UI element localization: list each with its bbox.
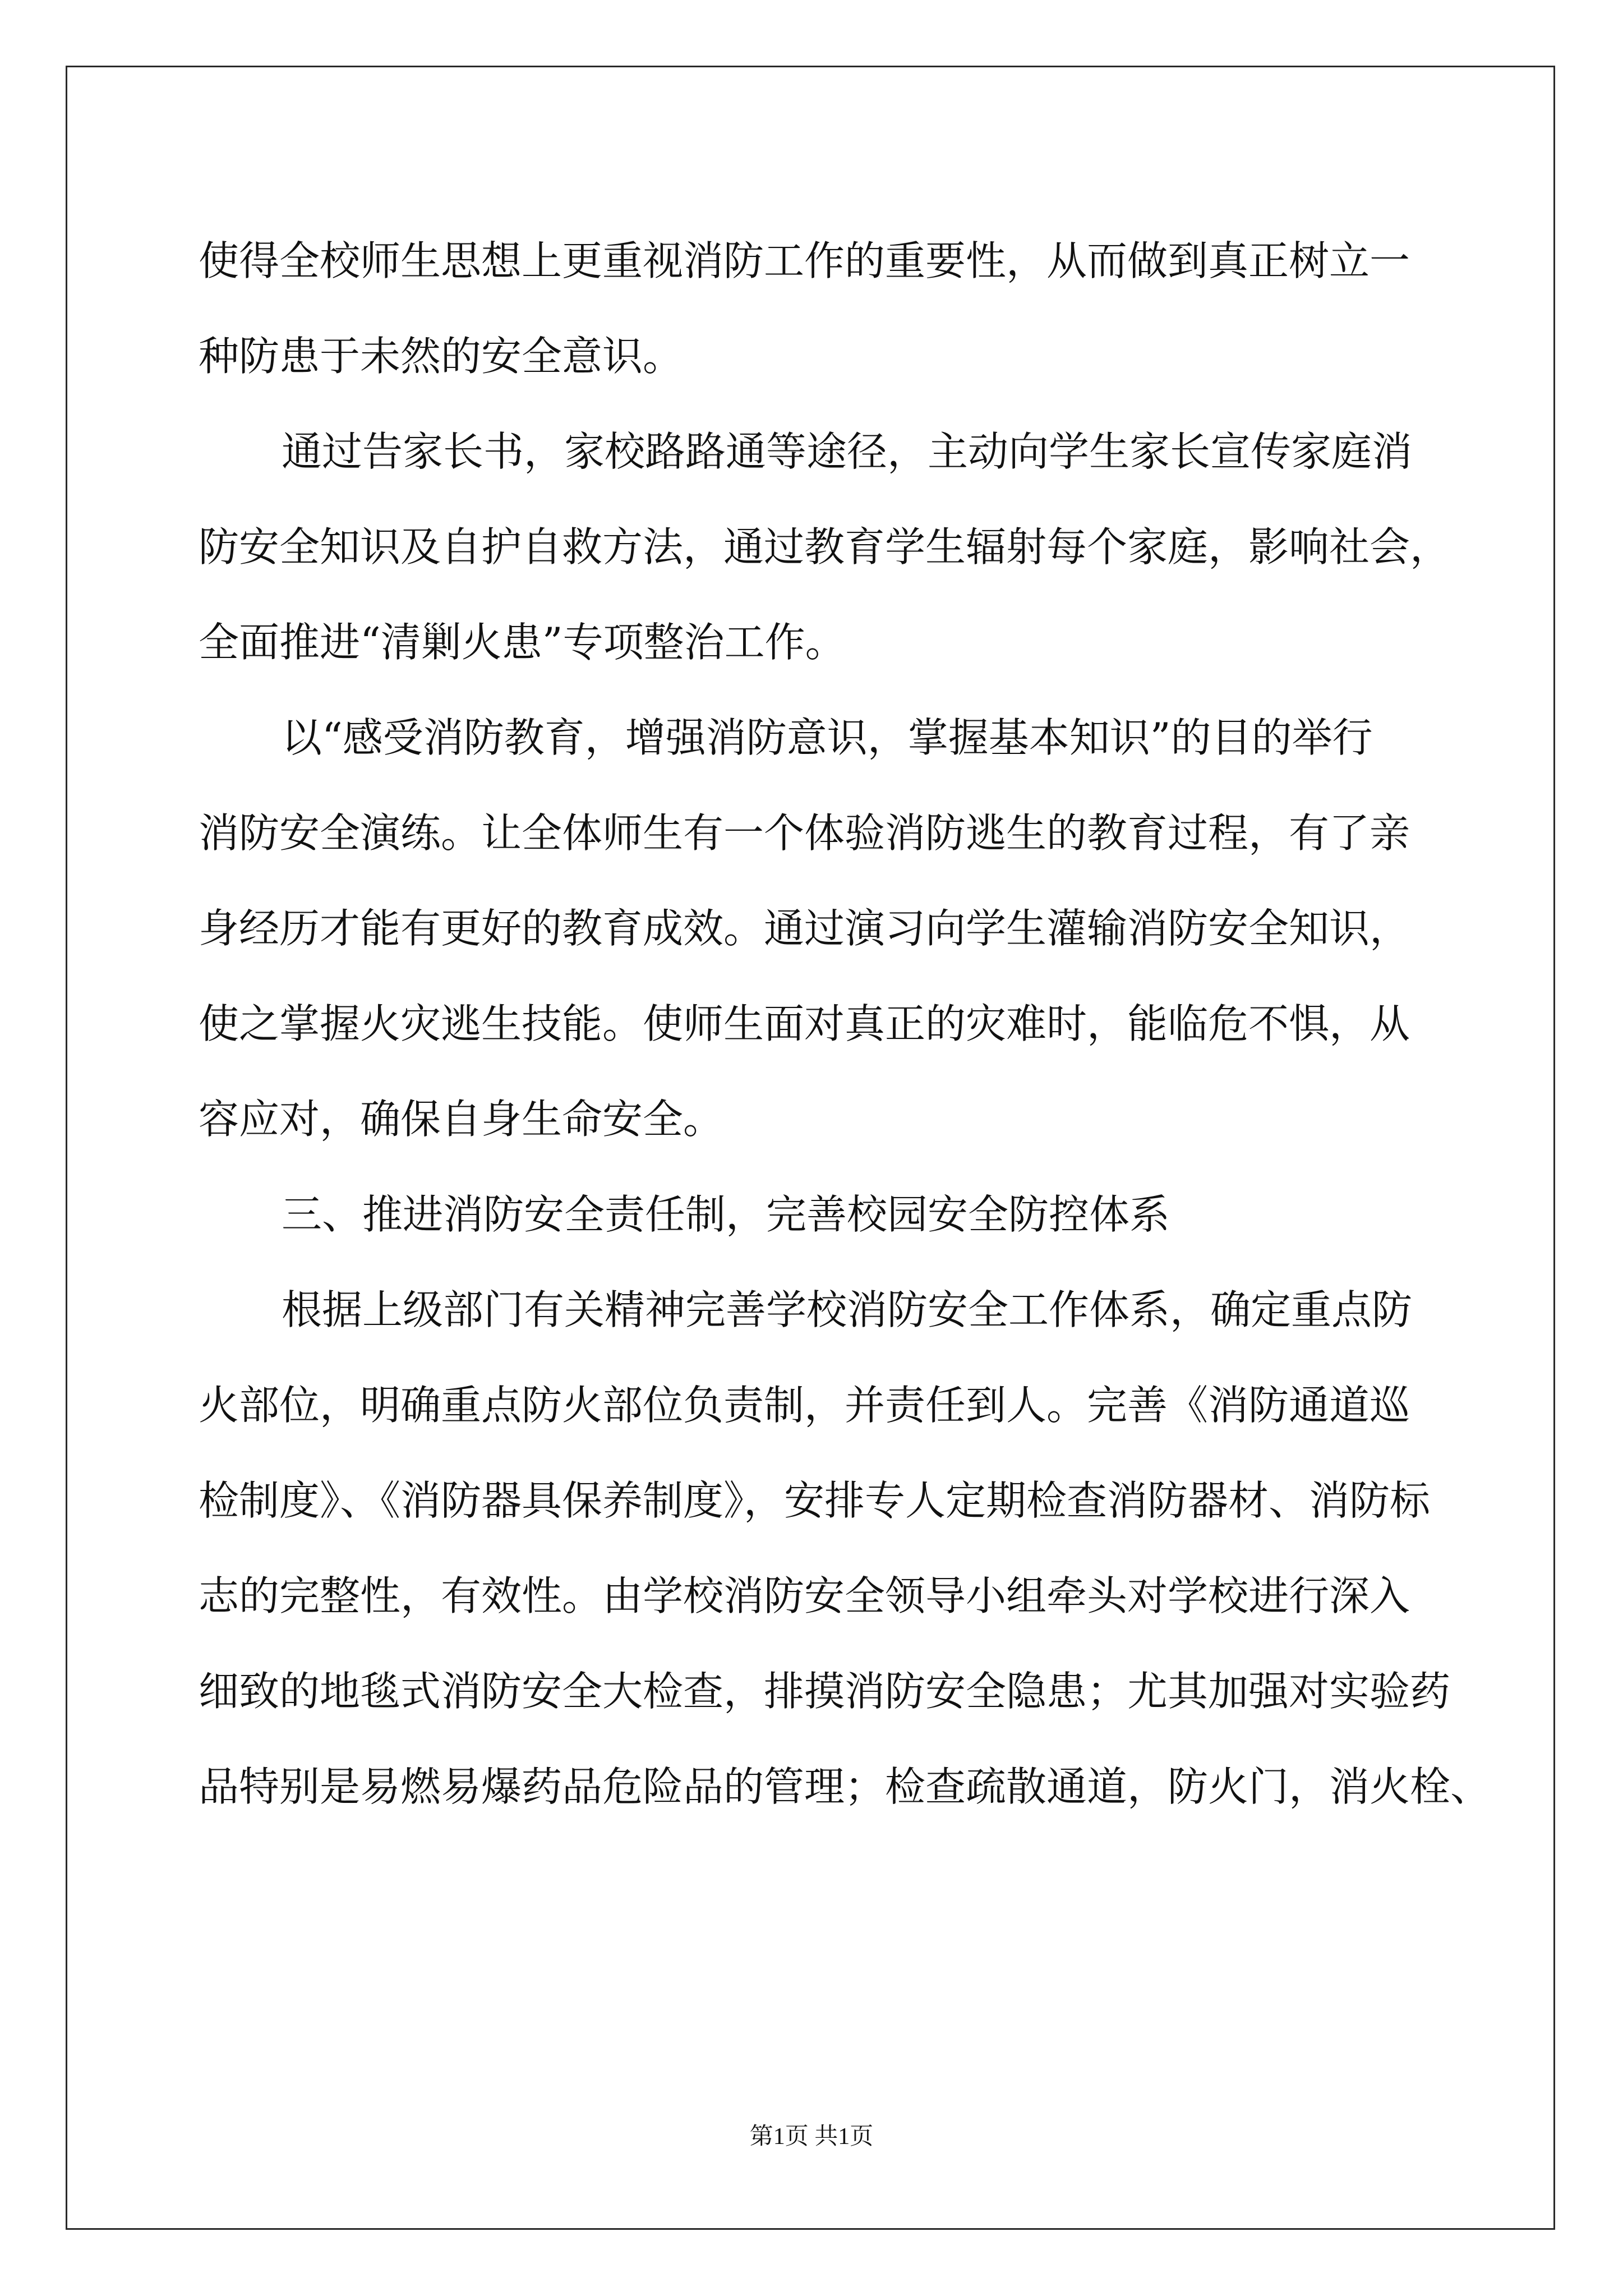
text-line: 品特别是易燃易爆药品危险品的管理；检查疏散通道，防火门，消火栓、	[199, 1763, 1491, 1810]
text-line: 使之掌握火灾逃生技能。使师生面对真正的灾难时，能临危不惧，从	[199, 1000, 1410, 1047]
text-line: 使得全校师生思想上更重视消防工作的重要性，从而做到真正树立一	[199, 237, 1410, 284]
text-line: 以“感受消防教育，增强消防意识，掌握基本知识”的目的举行	[282, 714, 1373, 761]
section-heading: 三、推进消防安全责任制，完善校园安全防控体系	[282, 1191, 1170, 1238]
page-footer: 第1页 共1页	[749, 2124, 874, 2150]
text-line: 全面推进“清剿火患”专项整治工作。	[199, 619, 846, 666]
text-line: 容应对，确保自身生命安全。	[199, 1096, 724, 1143]
text-line: 志的完整性，有效性。由学校消防安全领导小组牵头对学校进行深入	[199, 1572, 1410, 1619]
text-line: 消防安全演练。让全体师生有一个体验消防逃生的教育过程，有了亲	[199, 809, 1410, 857]
text-line: 防安全知识及自护自救方法，通过教育学生辐射每个家庭，影响社会，	[199, 523, 1451, 570]
document-body	[199, 213, 1491, 1834]
text-line: 检制度》、《消防器具保养制度》，安排专人定期检查消防器材、消防标	[199, 1477, 1431, 1524]
text-line: 身经历才能有更好的教育成效。通过演习向学生灌输消防安全知识，	[199, 905, 1410, 952]
text-line: 火部位，明确重点防火部位负责制，并责任到人。完善《消防通道巡	[199, 1382, 1410, 1429]
text-line: 细致的地毯式消防安全大检查，排摸消防安全隐患；尤其加强对实验药	[199, 1668, 1451, 1715]
text-line: 种防患于未然的安全意识。	[199, 333, 684, 380]
text-line: 通过告家长书，家校路路通等途径，主动向学生家长宣传家庭消	[282, 428, 1413, 475]
text-line: 根据上级部门有关精神完善学校消防安全工作体系，确定重点防	[282, 1286, 1413, 1333]
